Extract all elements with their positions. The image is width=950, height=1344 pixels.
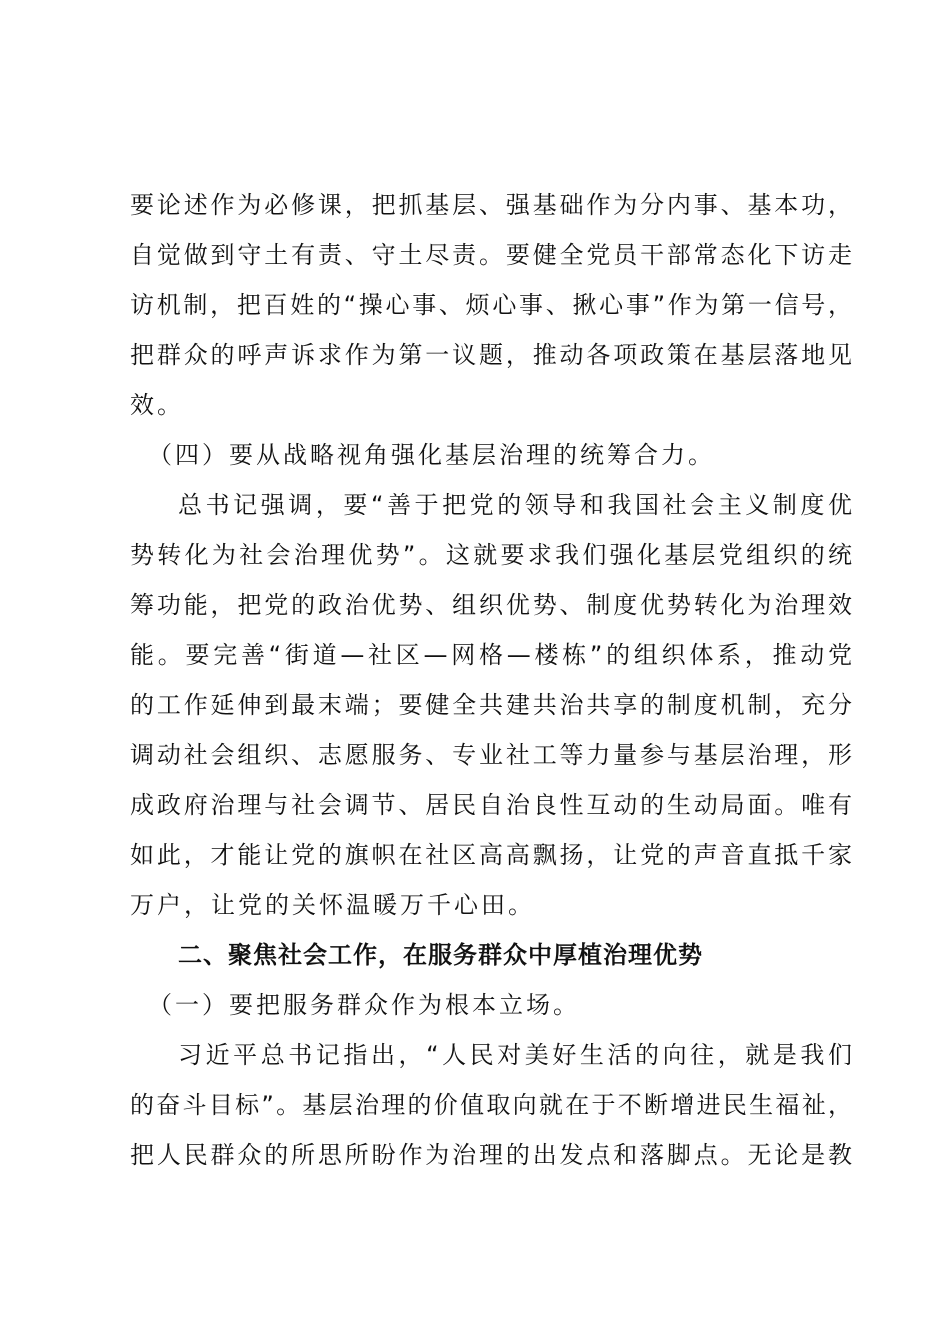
- paragraph-line: 成政府治理与社会调节、居民自治良性互动的生动局面。唯有: [130, 791, 852, 819]
- paragraph-line: 的奋斗目标”。基层治理的价值取向就在于不断增进民生福祉，: [130, 1091, 852, 1119]
- section-heading: 二、聚焦社会工作，在服务群众中厚植治理优势: [178, 941, 703, 969]
- paragraph-line: 势转化为社会治理优势”。这就要求我们强化基层党组织的统: [130, 541, 852, 569]
- paragraph-line: 把群众的呼声诉求作为第一议题，推动各项政策在基层落地见: [130, 341, 852, 369]
- paragraph-line: 把人民群众的所思所盼作为治理的出发点和落脚点。无论是教: [130, 1141, 852, 1169]
- paragraph-line: 如此，才能让党的旗帜在社区高高飘扬，让党的声音直抵千家: [130, 841, 852, 869]
- paragraph-line: 自觉做到守土有责、守土尽责。要健全党员干部常态化下访走: [130, 241, 852, 269]
- paragraph-line: 要论述作为必修课，把抓基层、强基础作为分内事、基本功，: [130, 191, 852, 219]
- paragraph-line: 访机制，把百姓的“操心事、烦心事、揪心事”作为第一信号，: [130, 291, 852, 319]
- paragraph-line: 效。: [130, 391, 184, 419]
- paragraph-line: 筹功能，把党的政治优势、组织优势、制度优势转化为治理效: [130, 591, 852, 619]
- paragraph-line: 能。要完善“街道—社区—网格—楼栋”的组织体系，推动党: [130, 641, 852, 669]
- paragraph-line: 调动社会组织、志愿服务、专业社工等力量参与基层治理，形: [130, 741, 852, 769]
- paragraph-line: 习近平总书记指出，“人民对美好生活的向往，就是我们: [178, 1041, 852, 1069]
- paragraph-line: 的工作延伸到最末端；要健全共建共治共享的制度机制，充分: [130, 691, 852, 719]
- paragraph-line: 总书记强调，要“善于把党的领导和我国社会主义制度优: [178, 491, 852, 519]
- paragraph-line: 万户，让党的关怀温暖万千心田。: [130, 891, 535, 919]
- subsection-heading: （四）要从战略视角强化基层治理的统筹合力。: [148, 441, 715, 469]
- subsection-heading: （一）要把服务群众作为根本立场。: [148, 991, 580, 1019]
